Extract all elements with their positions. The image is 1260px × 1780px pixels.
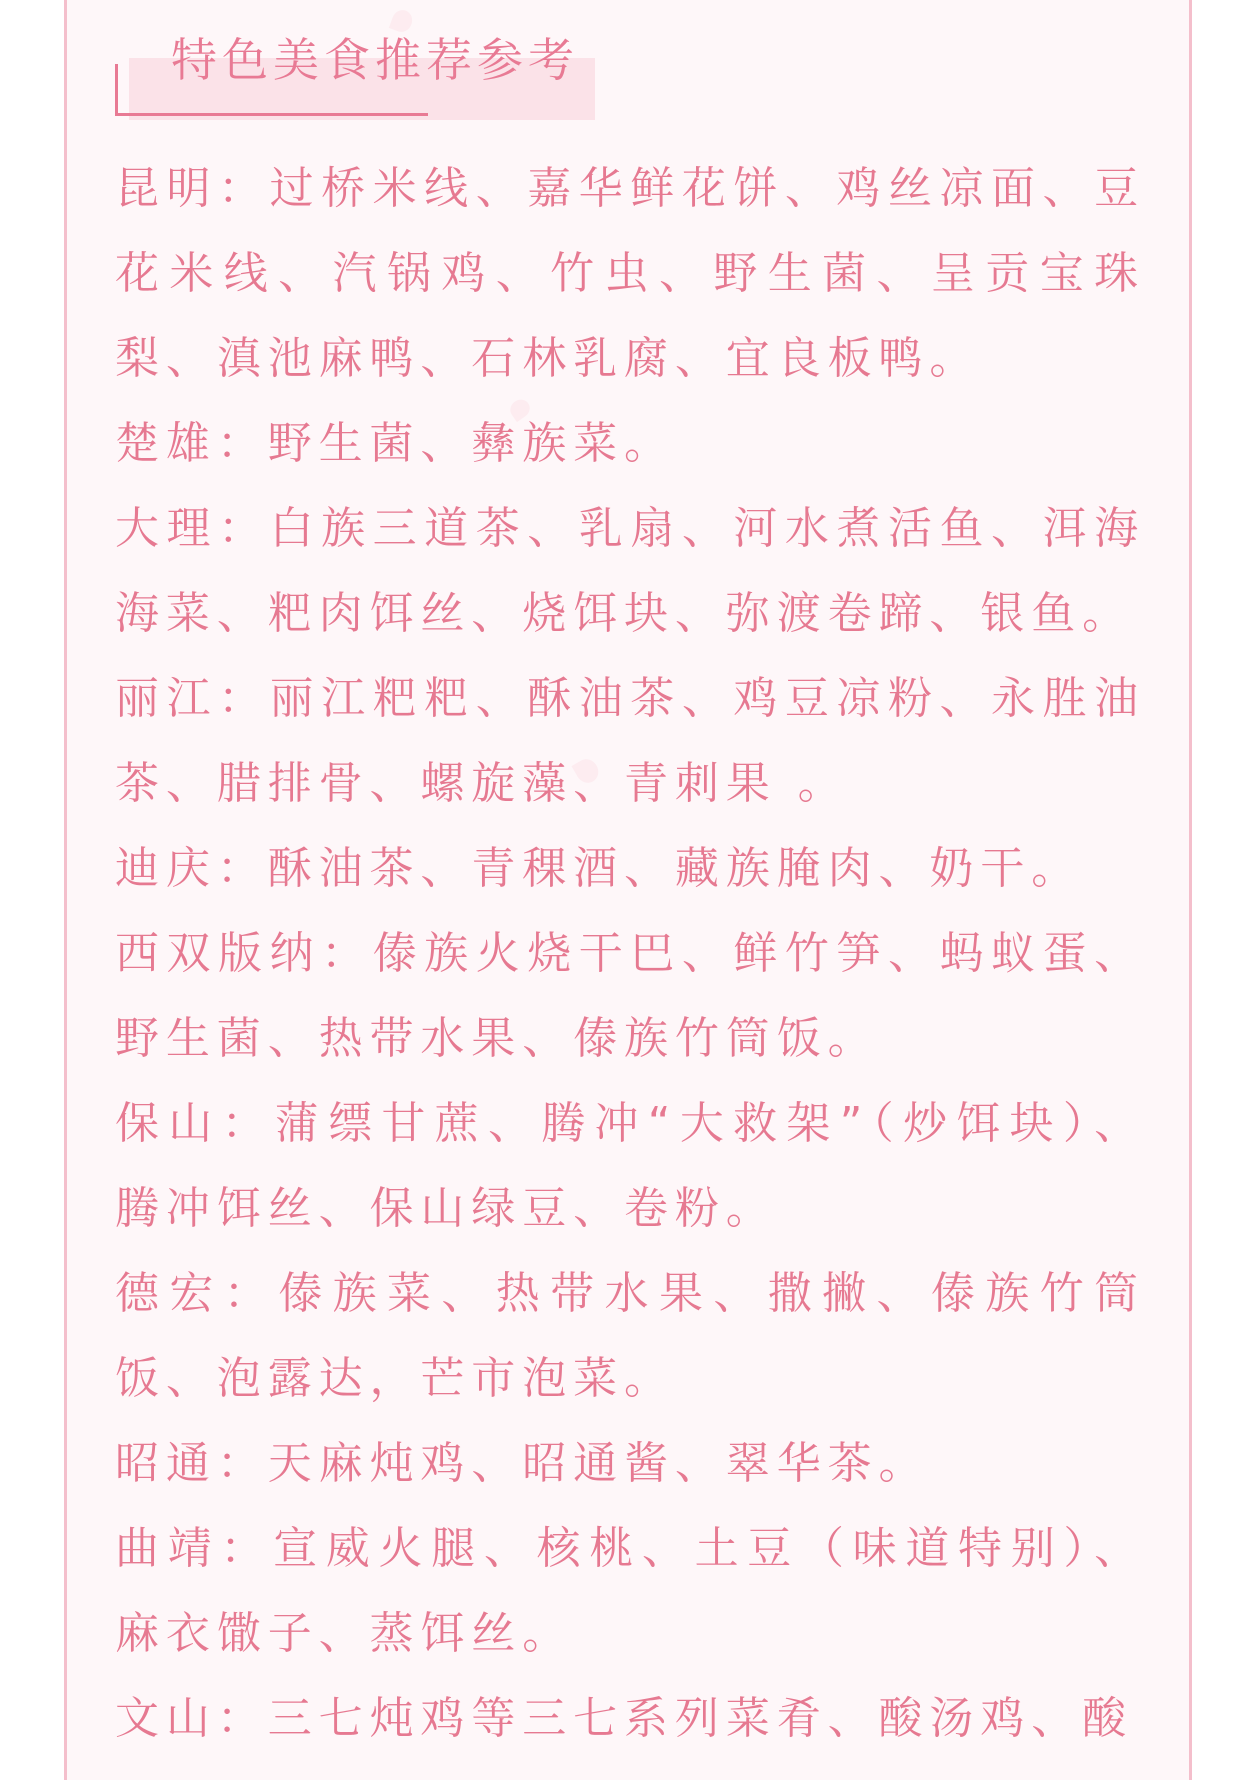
food-items: 酥油茶、青稞酒、藏族腌肉、奶干。: [267, 843, 1083, 894]
food-items: 傣族菜、热带水果、撒撇、傣族竹筒饭、泡露达，芒市泡菜。: [115, 1268, 1145, 1404]
colon-separator: ：: [218, 673, 270, 724]
section-title: 特色美食推荐参考: [171, 33, 579, 87]
food-items: 白族三道茶、乳扇、河水煮活鱼、洱海海菜、粑肉饵丝、烧饵块、弥渡卷蹄、银鱼。: [115, 503, 1145, 639]
food-entry: [115, 486, 1145, 656]
food-entry: [115, 1506, 1145, 1676]
city-name: 昭通: [115, 1438, 217, 1489]
heading-rule-horizontal: [115, 113, 428, 116]
city-name: 昆明: [115, 163, 219, 214]
city-name: 文山: [115, 1693, 217, 1744]
colon-separator: ：: [218, 163, 270, 214]
food-entry: [115, 1676, 1145, 1761]
city-name: 德宏: [115, 1268, 224, 1319]
city-name: 西双版纳: [115, 928, 322, 979]
food-entry: [115, 1251, 1145, 1421]
colon-separator: ：: [223, 1268, 279, 1319]
food-items: 野生菌、彝族菜。: [267, 418, 675, 469]
colon-separator: ：: [216, 418, 268, 469]
food-entry: [115, 911, 1145, 1081]
colon-separator: ：: [321, 928, 373, 979]
food-items: 天麻炖鸡、昭通酱、翠华茶。: [267, 1438, 930, 1489]
city-name: 保山: [115, 1098, 222, 1149]
food-items: 蒲缥甘蔗、腾冲“大救架”（炒饵块）、腾冲饵丝、保山绿豆、卷粉。: [115, 1098, 1145, 1234]
food-entry: [115, 656, 1145, 826]
city-name: 迪庆: [115, 843, 217, 894]
food-items: 三七炖鸡等三七系列菜肴、酸汤鸡、酸: [267, 1693, 1134, 1744]
food-items: 宣威火腿、核桃、土豆（味道特别）、麻衣馓子、蒸饵丝。: [115, 1523, 1145, 1659]
food-entry: [115, 1081, 1145, 1251]
city-name: 曲靖: [115, 1523, 221, 1574]
colon-separator: ：: [218, 503, 270, 554]
food-entry: [115, 1421, 1145, 1506]
section-heading: [115, 24, 595, 116]
food-entry: [115, 401, 1145, 486]
heading-rule-vertical: [115, 64, 118, 116]
food-items: 丽江粑粑、酥油茶、鸡豆凉粉、永胜油茶、腊排骨、螺旋藻、青刺果 。: [115, 673, 1145, 809]
food-items: 傣族火烧干巴、鲜竹笋、蚂蚁蛋、野生菌、热带水果、傣族竹筒饭。: [115, 928, 1145, 1064]
city-name: 楚雄: [115, 418, 217, 469]
city-name: 丽江: [115, 673, 219, 724]
colon-separator: ：: [221, 1098, 275, 1149]
food-entry: [115, 826, 1145, 911]
food-entry: [115, 146, 1145, 401]
colon-separator: ：: [216, 1438, 268, 1489]
city-name: 大理: [115, 503, 219, 554]
colon-separator: ：: [220, 1523, 274, 1574]
food-list: [115, 146, 1145, 1761]
food-items: 过桥米线、嘉华鲜花饼、鸡丝凉面、豆花米线、汽锅鸡、竹虫、野生菌、呈贡宝珠梨、滇池麻鸭、石林乳腐、宜良板鸭。: [115, 163, 1145, 384]
colon-separator: ：: [216, 1693, 268, 1744]
colon-separator: ：: [216, 843, 268, 894]
